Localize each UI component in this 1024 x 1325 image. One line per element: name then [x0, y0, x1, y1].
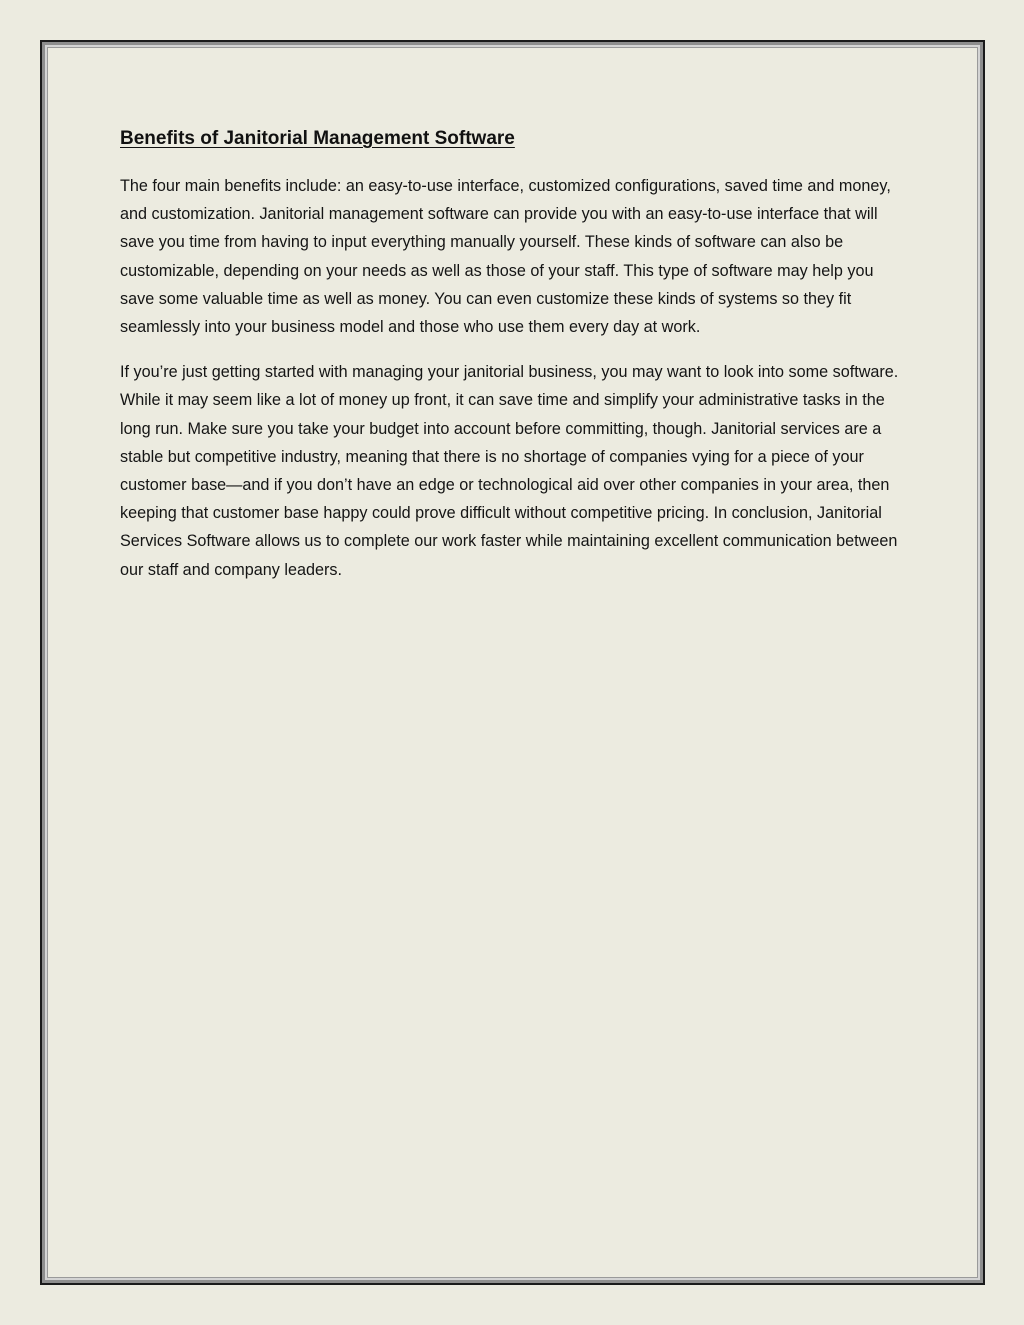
document-paragraph-2: If you’re just getting started with managing your janitorial business, you may want to look into some software. While it may seem like a lot of money up front, it can save time and simplify your administrative tasks in the long run. Make sure you take your budget into account before committing, though. Janitorial services are a stable but competitive industry, meaning that there is no shortage of companies vying for a piece of your customer base—and if you don’t have an edge or technological aid over other companies in your area, then keeping that customer base happy could prove difficult without competitive pricing. In conclusion, Janitorial Services Software allows us to complete our work faster while maintaining excellent communication between our staff and company leaders. — [120, 363, 899, 579]
page-border-mid — [45, 45, 980, 1280]
document-heading: Benefits of Janitorial Management Software — [120, 128, 515, 149]
page-border-frame — [40, 40, 985, 1285]
document-page — [47, 47, 978, 1278]
document-content — [120, 126, 910, 601]
document-paragraph-1: The four main benefits include: an easy-to-use interface, customized configurations, saved time and money, and customization. Janitorial management software can provide you with an easy-to-use interface that will save you time from having to input everything manually yourself. These kinds of software can also be customizable, depending on your needs as well as those of your staff. This type of software may help you save some valuable time as well as money. You can even customize these kinds of systems so they fit seamlessly into your business model and those who use them every day at work. — [120, 177, 891, 337]
